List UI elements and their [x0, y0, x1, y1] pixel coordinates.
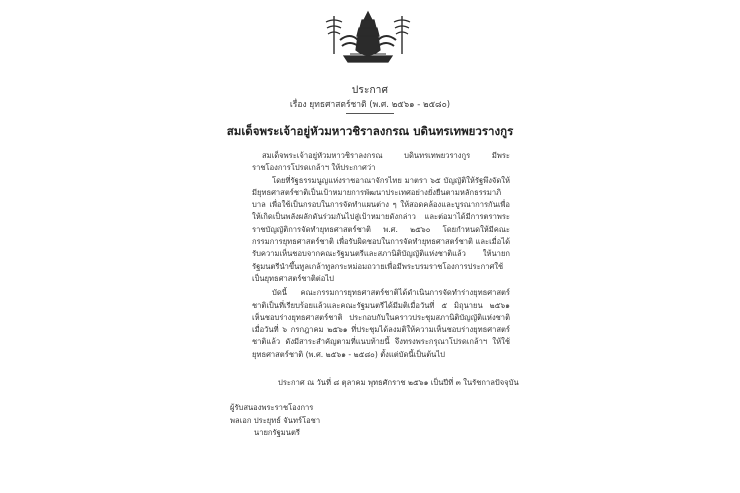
- paragraph-2: บัดนี้ คณะกรรมการยุทธศาสตร์ชาติได้ดำเนินการจัดทำร่างยุทธศาสตร์ชาติเป็นที่เรียบร้อยแล้วและคณะรัฐมนตรีได้มีมติเมื่อวันที่ ๕ มิถุนายน ๒๕๖๑ เห็นชอบร่างยุทธศาสตร์ชาติ ประกอบกับในคราวประชุมสภานิติบัญญัติแห่งชาติเมื่อวันที่ ๖ กรกฎาคม ๒๕๖๑ ที่ประชุมได้ลงมติให้ความเห็นชอบร่างยุทธศาสตร์ชาติแล้ว ดังมีสาระสำคัญตามที่แนบท้ายนี้ จึงทรงพระกรุณาโปรดเกล้าฯ ให้ใช้ยุทธศาสตร์ชาติ (พ.ศ. ๒๕๖๑ - ๒๕๘๐) ตั้งแต่บัดนี้เป็นต้นไป: [252, 288, 510, 359]
- decree-subject: เรื่อง ยุทธศาสตร์ชาติ (พ.ศ. ๒๕๖๑ - ๒๕๘๐): [289, 100, 451, 110]
- countersignature: [230, 402, 320, 440]
- decree-body: [252, 150, 510, 361]
- given-date-line: ประกาศ ณ วันที่ ๘ ตุลาคม พุทธศักราช ๒๕๖๑ เป็นปีที่ ๓ ในรัชกาลปัจจุบัน: [278, 378, 519, 387]
- countersign-title: นายกรัฐมนตรี: [254, 428, 300, 437]
- intro-paragraph: สมเด็จพระเจ้าอยู่หัวมหาวชิราลงกรณ บดินทรเทพยวรางกูร มีพระราชโองการโปรดเกล้าฯ ให้ประกาศว่า: [252, 151, 510, 173]
- countersign-label: ผู้รับสนองพระราชโองการ: [230, 403, 314, 412]
- decree-title: ประกาศ: [351, 85, 389, 96]
- king-name-heading: สมเด็จพระเจ้าอยู่หัวมหาวชิราลงกรณ บดินทรเทพยวรางกูร: [226, 124, 514, 138]
- paragraph-1: โดยที่รัฐธรรมนูญแห่งราชอาณาจักรไทย มาตรา ๖๕ บัญญัติให้รัฐพึงจัดให้มียุทธศาสตร์ชาติเป็นเป้าหมายการพัฒนาประเทศอย่างยั่งยืนตามหลักธรรมาภิบาล เพื่อใช้เป็นกรอบในการจัดทำแผนต่าง ๆ ให้สอดคล้องและบูรณาการกันเพื่อให้เกิดเป็นพลังผลักดันร่วมกันไปสู่เป้าหมายดังกล่าว และต่อมาได้มีการตราพระราชบัญญัติการจัดทำยุทธศาสตร์ชาติ พ.ศ. ๒๕๖๐ โดยกำหนดให้มีคณะกรรมการยุทธศาสตร์ชาติ เพื่อรับผิดชอบในการจัดทำยุทธศาสตร์ชาติ และเมื่อได้รับความเห็นชอบจากคณะรัฐมนตรีและสภานิติบัญญัติแห่งชาติแล้ว ให้นายกรัฐมนตรีนำขึ้นทูลเกล้าทูลกระหม่อมถวายเพื่อมีพระบรมราชโองการประกาศใช้เป็นยุทธศาสตร์ชาติต่อไป: [252, 175, 510, 283]
- royal-emblem-icon: [320, 10, 416, 64]
- countersign-name: พลเอก ประยุทธ์ จันทร์โอชา: [230, 415, 321, 425]
- title-divider: [346, 113, 394, 114]
